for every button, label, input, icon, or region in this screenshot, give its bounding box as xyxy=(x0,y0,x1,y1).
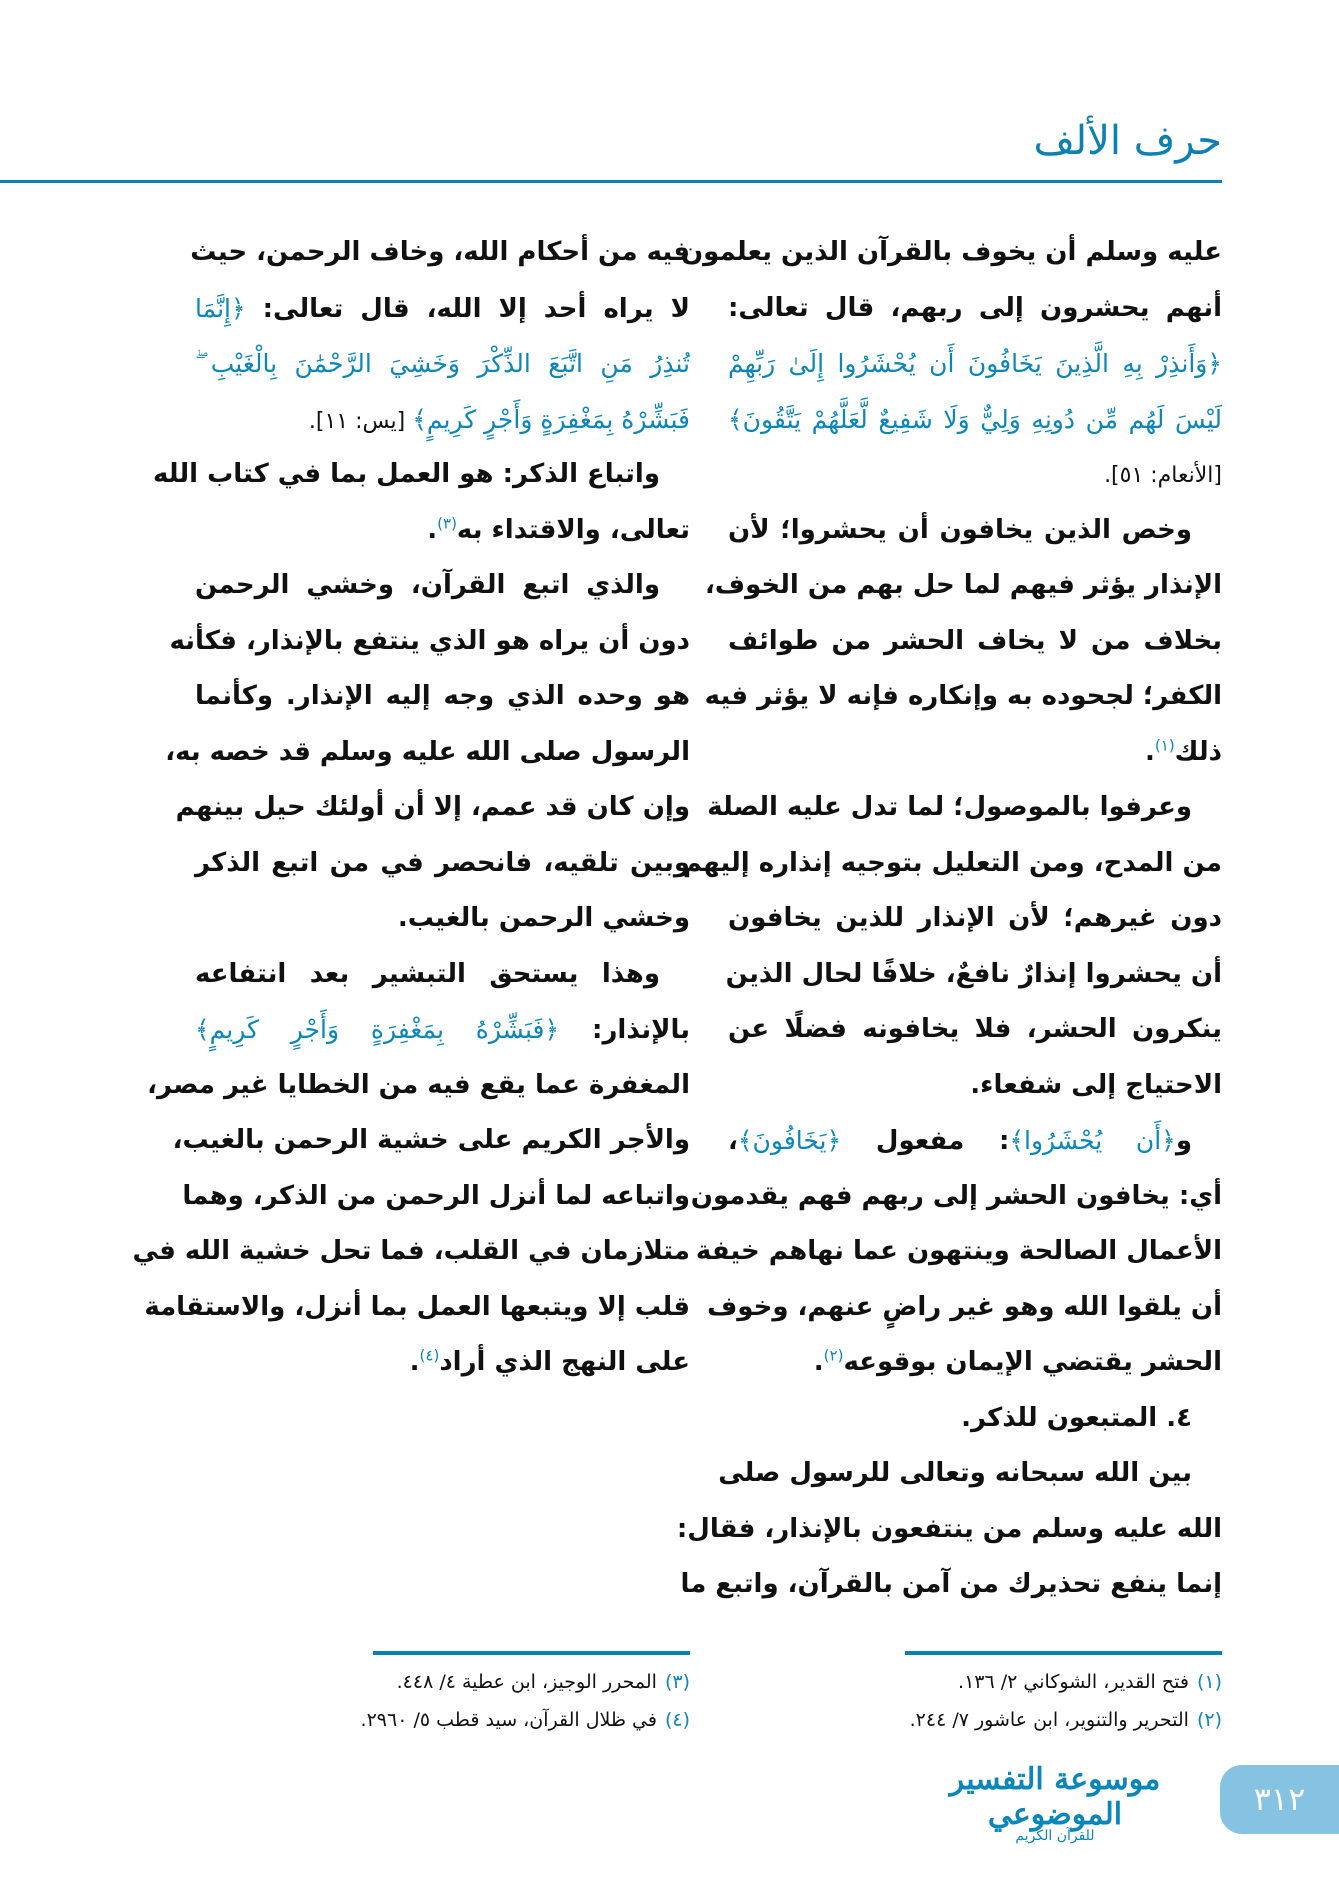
body-text: وخشي الرحمن بالغيب. xyxy=(397,903,690,933)
body-text: ، xyxy=(728,1126,738,1156)
text-line xyxy=(718,1446,1222,1502)
body-text: بالإنذار: xyxy=(559,1015,690,1045)
text-line xyxy=(195,947,690,1003)
body-text: ينكرون الحشر، فلا يخافونه فضلًا عن xyxy=(728,1014,1222,1044)
footnote-number: (١) xyxy=(1196,1671,1222,1693)
footnote-divider-left xyxy=(373,1651,690,1655)
text-line xyxy=(169,614,690,670)
quran-verse: ﴿وَأَنذِرْ بِهِ الَّذِينَ يَخَافُونَ أَن يُحْشَرُوا إِلَىٰ رَبِّهِمْ xyxy=(728,349,1222,378)
text-line xyxy=(728,1335,1222,1391)
body-text: أن يحشروا إنذارٌ نافعٌ، خلافًا لحال الذين xyxy=(725,958,1222,989)
page-number: ٣١٢ xyxy=(1220,1765,1339,1834)
text-line xyxy=(705,558,1222,614)
text-line xyxy=(195,392,690,448)
footnote-text: المحرر الوجيز، ابن عطية ٤/ ٤٤٨. xyxy=(396,1671,657,1693)
text-line xyxy=(690,1169,1222,1225)
text-line xyxy=(147,1058,690,1114)
body-text: إنما ينفع تحذيرك من آمن بالقرآن، واتبع ما xyxy=(680,1569,1222,1599)
footnote xyxy=(361,1701,690,1739)
body-text: الكفر؛ لجحوده به وإنكاره فإنه لا يؤثر فيه xyxy=(704,681,1222,711)
text-line xyxy=(195,336,690,392)
encyclopedia-logo xyxy=(925,1762,1185,1844)
logo-main-text: موسوعة التفسير الموضوعي xyxy=(949,1762,1161,1832)
text-line xyxy=(165,725,690,781)
text-line xyxy=(725,947,1222,1003)
text-line xyxy=(195,669,690,725)
body-text: وخص الذين يخافون أن يحشروا؛ لأن xyxy=(728,514,1192,545)
text-line xyxy=(728,447,1222,503)
body-text: والذي اتبع القرآن، وخشي الرحمن xyxy=(195,570,660,600)
text-line xyxy=(707,1280,1222,1336)
text-line xyxy=(195,891,690,947)
body-text: دون أن يراه هو الذي ينتفع بالإنذار، فكأنه xyxy=(169,625,690,656)
footnote-reference[interactable]: (٤) xyxy=(419,1346,440,1365)
text-line xyxy=(195,836,690,892)
footnote-reference[interactable]: (٢) xyxy=(823,1346,844,1365)
text-line xyxy=(190,225,690,281)
body-text: أن يلقوا الله وهو غير راضٍ عنهم، وخوف xyxy=(707,1291,1222,1322)
text-line xyxy=(680,225,1222,281)
body-text: المغفرة عما يقع فيه من الخطايا غير مصر، xyxy=(147,1069,690,1100)
footnote-text: التحرير والتنوير، ابن عاشور ٧/ ٢٤٤. xyxy=(909,1709,1189,1731)
body-text: . xyxy=(409,1347,420,1377)
verse-citation: [الأنعام: ٥١]. xyxy=(1104,463,1222,488)
footnote-reference[interactable]: (٣) xyxy=(437,513,457,532)
text-line xyxy=(728,392,1222,448)
body-text: وبين تلقيه، فانحصر في من اتبع الذكر xyxy=(195,847,690,878)
quran-verse: لَيْسَ لَهُم مِّن دُونِهِ وَلِيٌّ وَلَا شَفِيعٌ لَّعَلَّهُمْ يَتَّقُونَ﴾ xyxy=(728,404,1222,434)
body-text: الأعمال الصالحة وينتهون عما نهاهم خيفة xyxy=(695,1236,1222,1266)
text-line xyxy=(728,725,1222,781)
quran-verse: فَبَشِّرْهُ بِمَغْفِرَةٍ وَأَجْرٍ كَرِيمٍ﴾ xyxy=(412,404,690,434)
text-line xyxy=(682,836,1222,892)
footnote xyxy=(361,1663,690,1701)
text-line xyxy=(707,780,1222,836)
chapter-title: حرف الألف xyxy=(1033,118,1222,164)
body-text: و xyxy=(1175,1126,1192,1156)
text-line xyxy=(728,1391,1222,1447)
body-text: بين الله سبحانه وتعالى للرسول صلى xyxy=(718,1458,1192,1488)
footnote-reference[interactable]: (١) xyxy=(1154,735,1175,754)
right-column xyxy=(676,225,1222,1613)
header-divider xyxy=(0,180,1222,183)
text-line xyxy=(195,1335,690,1391)
logo-sub-text: للقرآن الكريم xyxy=(1015,1828,1095,1844)
text-line xyxy=(182,1169,690,1225)
body-text: متلازمان في القلب، فما تحل خشية الله في xyxy=(132,1236,690,1266)
text-line xyxy=(195,558,690,614)
body-text: والأجر الكريم على خشية الرحمن بالغيب، xyxy=(172,1125,690,1155)
text-line xyxy=(144,1280,690,1336)
body-text: أنهم يحشرون إلى ربهم، قال تعالى: xyxy=(728,292,1222,323)
body-text: الله عليه وسلم من ينتفعون بالإنذار، فقال: xyxy=(676,1513,1222,1544)
body-text: الرسول صلى الله عليه وسلم قد خصه به، xyxy=(165,736,690,767)
text-line xyxy=(728,1113,1222,1169)
text-line xyxy=(132,1224,690,1280)
text-line xyxy=(195,503,690,559)
footnote-text: في ظلال القرآن، سيد قطب ٥/ ٢٩٦٠. xyxy=(360,1709,657,1731)
text-line xyxy=(728,1002,1222,1058)
text-line xyxy=(676,1502,1222,1558)
body-text: . xyxy=(1145,736,1155,767)
footnote-number: (٣) xyxy=(664,1671,690,1693)
body-text: . xyxy=(427,514,438,545)
body-text: من المدح، ومن التعليل بتوجيه إنذاره إليهم xyxy=(682,847,1222,878)
body-text: الحشر يقتضي الإيمان بوقوعه xyxy=(843,1347,1222,1377)
footnote xyxy=(910,1701,1222,1739)
footnote-number: (٢) xyxy=(1196,1709,1222,1731)
body-text: دون غيرهم؛ لأن الإنذار للذين يخافون xyxy=(728,903,1222,933)
body-text: الاحتياج إلى شفعاء. xyxy=(970,1069,1222,1100)
body-text: فيه من أحكام الله، وخاف الرحمن، حيث xyxy=(190,237,690,267)
text-line xyxy=(153,447,690,503)
footnotes-right xyxy=(910,1663,1222,1739)
body-text: هو وحده الذي وجه إليه الإنذار. وكأنما xyxy=(195,681,690,711)
text-line xyxy=(728,336,1222,392)
quran-verse: ﴿أَن يُحْشَرُوا﴾ xyxy=(1009,1126,1176,1155)
footnote-text: فتح القدير، الشوكاني ٢/ ١٣٦. xyxy=(958,1671,1189,1693)
text-line xyxy=(172,1113,690,1169)
body-text: واتباعه لما أنزل الرحمن من الذكر، وهما xyxy=(182,1180,690,1211)
body-text: ذلك xyxy=(1174,736,1222,767)
body-text: عليه وسلم أن يخوف بالقرآن الذين يعلمون xyxy=(680,237,1222,267)
body-text: . xyxy=(813,1347,824,1377)
left-column xyxy=(132,225,690,1391)
quran-verse: ﴿يَخَافُونَ﴾ xyxy=(737,1126,842,1155)
body-text: تعالى، والاقتداء به xyxy=(456,514,690,545)
footnote-number: (٤) xyxy=(664,1709,690,1731)
text-line xyxy=(704,669,1222,725)
quran-verse: ﴿فَبَشِّرْهُ بِمَغْفِرَةٍ وَأَجْرٍ كَرِيمٍ﴾ xyxy=(195,1015,560,1044)
quran-verse: ﴿إِنَّمَا xyxy=(195,293,246,323)
body-text: ٤. المتبعون للذكر. xyxy=(961,1402,1192,1433)
text-line xyxy=(728,891,1222,947)
body-text: الإنذار يؤثر فيهم لما حل بهم من الخوف، xyxy=(705,570,1222,600)
footnote xyxy=(910,1663,1222,1701)
text-line xyxy=(175,780,690,836)
text-line xyxy=(728,1058,1222,1114)
body-text: أي: يخافون الحشر إلى ربهم فهم يقدمون xyxy=(690,1180,1222,1211)
body-text: بخلاف من لا يخاف الحشر من طوائف xyxy=(728,625,1222,656)
verse-citation: [يس: ١١]. xyxy=(308,408,413,434)
footnote-divider-right xyxy=(905,1651,1222,1655)
body-text: واتباع الذكر: هو العمل بما في كتاب الله xyxy=(153,459,660,489)
quran-verse: تُنذِرُ مَنِ اتَّبَعَ الذِّكْرَ وَخَشِيَ الرَّحْمَٰنَ بِالْغَيْبِ ۖ xyxy=(195,349,690,378)
body-text: وعرفوا بالموصول؛ لما تدل عليه الصلة xyxy=(707,792,1192,822)
text-line xyxy=(728,281,1222,337)
text-line xyxy=(195,1002,690,1058)
body-text: : مفعول xyxy=(841,1126,1010,1156)
body-text: على النهج الذي أراد xyxy=(439,1347,690,1377)
text-line xyxy=(728,614,1222,670)
text-line xyxy=(680,1557,1222,1613)
body-text: لا يراه أحد إلا الله، قال تعالى: xyxy=(245,293,690,324)
text-line xyxy=(728,503,1222,559)
body-text: وهذا يستحق التبشير بعد انتفاعه xyxy=(195,958,660,989)
text-line xyxy=(195,281,690,337)
body-text: وإن كان قد عمم، إلا أن أولئك حيل بينهم xyxy=(175,792,690,822)
footnotes-left xyxy=(361,1663,690,1739)
text-line xyxy=(695,1224,1222,1280)
body-text: قلب إلا ويتبعها العمل بما أنزل، والاستقامة xyxy=(144,1291,690,1322)
